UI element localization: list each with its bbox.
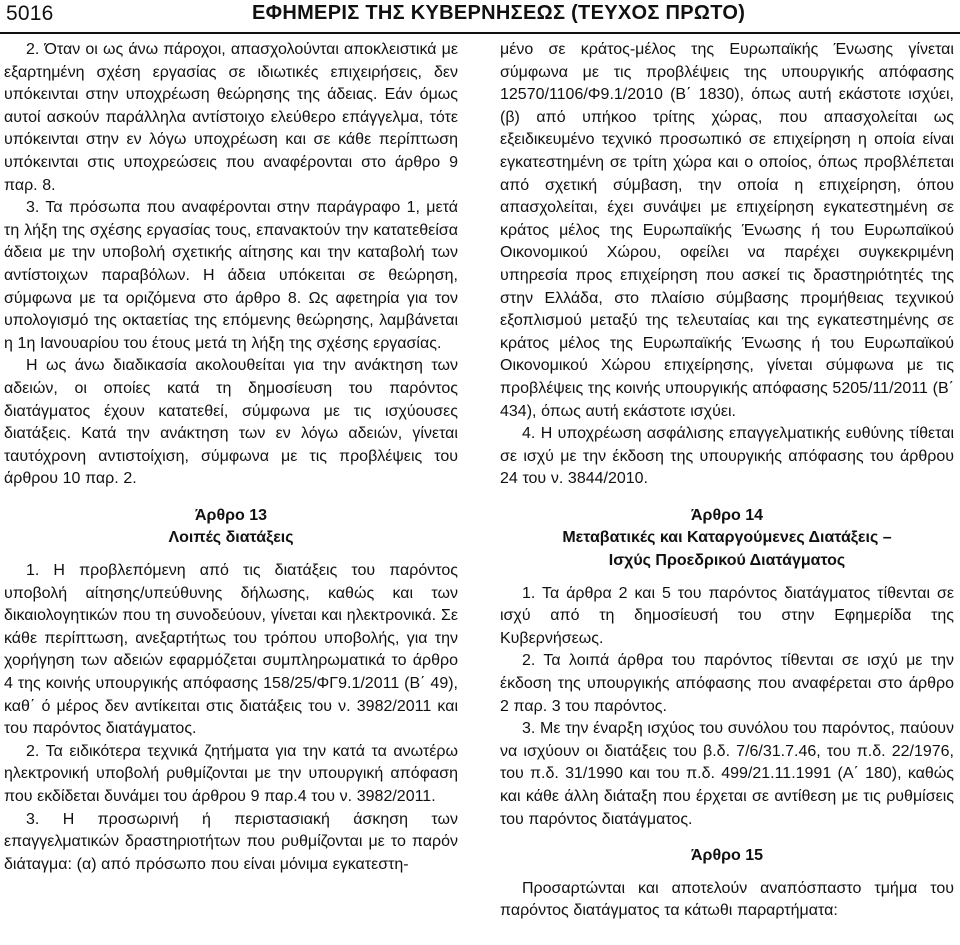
page-header <box>0 0 960 30</box>
article-14-subtitle-line-1: Μεταβατικές και Καταργούμενες Διατάξεις – <box>562 529 892 547</box>
right-column <box>500 39 954 923</box>
running-title: ΕΦΗΜΕΡΙΣ ΤΗΣ ΚΥΒΕΡΝΗΣΕΩΣ (ΤΕΥΧΟΣ ΠΡΩΤΟ) <box>252 2 746 24</box>
article-13-title: Άρθρο 13 <box>194 506 267 524</box>
article-14-title: Άρθρο 14 <box>690 506 763 524</box>
article-13-subtitle: Λοιπές διατάξεις <box>168 529 294 547</box>
header-rule <box>0 32 960 34</box>
paragraph: 3. Με την έναρξη ισχύος του συνόλου του παρόντος, παύουν να ισχύουν οι διατάξεις του β.δ. 7/6/31.7.46, του π.δ. 22/1976, του π.δ. 31/1990 και του π.δ. 499/21.11.1991 (Α΄ 180), καθώς και κάθε άλλη διάταξη που έρχεται σε αντίθεση με τις ρυθμίσεις του παρόντος διατάγματος. <box>500 720 954 828</box>
paragraph: 3. Τα πρόσωπα που αναφέρονται στην παράγραφο 1, μετά τη λήξη της σχέσης εργασίας τους, επανακτούν την κατατεθείσα άδεια με την υποβολή σχετικής αίτησης και την καταβολή των αντίστοιχων παραβόλων. Η άδεια υπόκειται σε θεώρηση, σύμφωνα με τα οριζόμενα στο άρθρο 8. Ως αφετηρία για τον υπολογισμό της οκταετίας της επόμενης θεώρησης, λαμβάνεται η 1η Ιανουαρίου του έτους μετά τη λήξη της σχέσης εργασίας. <box>4 199 458 352</box>
paragraph: 4. Η υποχρέωση ασφάλισης επαγγελματικής ευθύνης τίθεται σε ισχύ με την έκδοση της υπουργικής απόφασης του άρθρου 24 του ν. 3844/2010. <box>500 425 954 488</box>
paragraph: 3. Η προσωρινή ή περιστασιακή άσκηση των επαγγελματικών δραστηριοτήτων που ρυθμίζονται με το παρόν διάταγμα: (α) από πρόσωπο που είναι μόνιμα εγκατεστη- <box>4 810 458 873</box>
paragraph: 1. Η προβλεπόμενη από τις διατάξεις του παρόντος υποβολή αίτησης/υπεύθυνης δήλωσης, καθώς και των δικαιολογητικών που τη συνοδεύουν, γίνεται και ηλεκτρονικά. Σε κάθε περίπτωση, ανεξαρτήτως του τρόπου υποβολής, για την χορήγηση των αδειών εφαρμόζεται συμπληρωματικά το άρθρο 4 της κοινής υπουργικής απόφασης 158/25/ΦΓ9.1/2011 (Β΄ 49), καθ΄ ό μέρος δεν αντίκειται στις διατάξεις του ν. 3982/2011 και του παρόντος διατάγματος. <box>4 562 458 738</box>
page-number: 5016 <box>6 2 54 25</box>
left-column <box>4 39 458 876</box>
paragraph: Η ως άνω διαδικασία ακολουθείται για την ανάκτηση των αδειών, οι οποίες κατά τη δημοσίευση του παρόντος διατάγματος έχουν κατατεθεί, σύμφωνα με τις ισχύουσες διατάξεις. Κατά την ανάκτηση των εν λόγω αδειών, γίνεται ταυτόχρονη αντιστοίχιση, σύμφωνα με τις προβλέψεις του άρθρου 10 παρ. 2. <box>4 357 458 488</box>
paragraph: 2. Όταν οι ως άνω πάροχοι, απασχολούνται αποκλειστικά με εξαρτημένη σχέση εργασίας σε ιδιωτικές επιχειρήσεις, δεν υπόκεινται στην υποχρέωση θεώρησης της άδειας. Εάν όμως αυτοί ασκούν παράλληλα αντίστοιχο ελεύθερο επάγγελμα, τότε υπόκεινται στην εν λόγω υποχρέωση και σε κάθε περίπτωση υπόκεινται στις υποχρεώσεις που αναφέρονται στο άρθρο 9 παρ. 8. <box>4 41 458 194</box>
paragraph: μένο σε κράτος-μέλος της Ευρωπαϊκής Ένωσης γίνεται σύμφωνα με τις προβλέψεις της υπουργικής απόφασης 12570/1106/Φ9.1/2010 (Β΄ 1830), όπως αυτή εκάστοτε ισχύει, (β) από υπήκοο τρίτης χώρας, που απασχολείται ως εξειδικευμένο τεχνικό προσωπικό σε επιχείρηση η οποία είναι εγκατεστημένη σε τρίτη χώρα και ο οποίος, όπως προβλέπεται από σχετική σύμβαση, την οποία η επιχείρηση, όπου απασχολείται, έχει συνάψει με επιχείρηση εγκατεστημένη σε κράτος μέλος της Ευρωπαϊκής Ένωσης ή του Ευρωπαϊκού Οικονομικού Χώρου, οφείλει να παρέχει συγκεκριμένη υπηρεσία προς επιχείρηση που ασκεί τις δραστηριότητές της στην Ελλάδα, στο πλαίσιο σύμβασης προμήθειας τεχνικού εξοπλισμού μεταξύ της τελευταίας και της εγκατεστημένης σε κράτος μέλος της Ευρωπαϊκής Ένωσης ή του Ευρωπαϊκού Οικονομικού Χώρου επιχείρησης, γίνεται σύμφωνα με τις προβλέψεις της κοινής υπουργικής απόφασης 5205/11/2011 (Β΄ 434), όπως αυτή εκάστοτε ισχύει. <box>500 41 954 420</box>
paragraph: 1. Τα άρθρα 2 και 5 του παρόντος διατάγματος τίθενται σε ισχύ από τη δημοσίευσή του στην Εφημερίδα της Κυβερνήσεως. <box>500 584 954 647</box>
paragraph: Προσαρτώνται και αποτελούν αναπόσπαστο τμήμα του παρόντος διατάγματος τα κάτωθι παραρτήματα: <box>500 879 954 920</box>
paragraph: 2. Τα λοιπά άρθρα του παρόντος τίθενται σε ισχύ με την έκδοση της υπουργικής απόφασης που αναφέρεται στο άρθρο 2 παρ. 3 του παρόντος. <box>500 652 954 715</box>
article-14-subtitle-line-2: Ισχύς Προεδρικού Διατάγματος <box>608 552 846 570</box>
paragraph: 2. Τα ειδικότερα τεχνικά ζητήματα για την κατά τα ανωτέρω ηλεκτρονική υποβολή ρυθμίζονται με την υπουργική απόφαση που εκδίδεται δυνάμει του άρθρου 9 παρ.4 του ν. 3982/2011. <box>4 742 458 805</box>
article-15-title: Άρθρο 15 <box>690 847 763 865</box>
